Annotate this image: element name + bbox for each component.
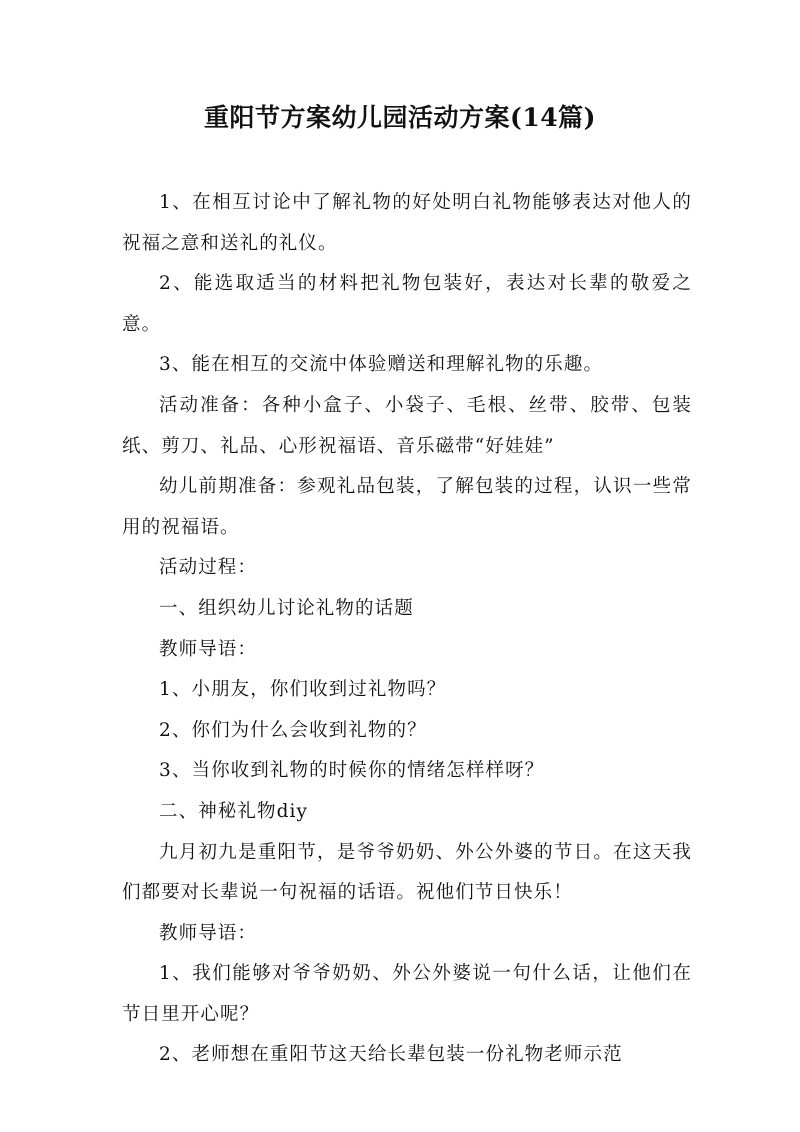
paragraph: 活动过程： [159, 557, 258, 579]
document-body [122, 183, 692, 1076]
document-title: 重阳节方案幼儿园活动方案(14篇) [204, 103, 596, 132]
paragraph: 3、能在相互的交流中体验赠送和理解礼物的乐趣。 [159, 354, 604, 376]
list-item: 1、我们能够对爷爷奶奶、外公外婆说一句什么话，让他们在节日里开心呢？ [122, 963, 692, 1025]
list-item: 2、老师想在重阳节这天给长辈包装一份礼物老师示范 [159, 1044, 623, 1066]
paragraph: 教师导语： [159, 922, 258, 944]
list-item: 3、当你收到礼物的时候你的情绪怎样样呀？ [159, 760, 545, 782]
list-item: 1、小朋友，你们收到过礼物吗？ [159, 679, 447, 701]
paragraph: 九月初九是重阳节，是爷爷奶奶、外公外婆的节日。在这天我们都要对长辈说一句祝福的话语。祝他们节日快乐！ [122, 841, 692, 904]
section-heading: 二、神秘礼物diy [159, 800, 309, 822]
paragraph: 活动准备：各种小盒子、小袋子、毛根、丝带、胶带、包装纸、剪刀、礼品、心形祝福语、音乐磁带“好娃娃” [122, 394, 692, 457]
paragraph: 2、能选取适当的材料把礼物包装好，表达对长辈的敬爱之意。 [122, 273, 692, 335]
section-heading: 一、组织幼儿讨论礼物的话题 [159, 597, 414, 619]
paragraph: 1、在相互讨论中了解礼物的好处明白礼物能够表达对他人的祝福之意和送礼的礼仪。 [122, 192, 692, 254]
paragraph: 教师导语： [159, 638, 258, 660]
list-item: 2、你们为什么会收到礼物的？ [159, 719, 427, 741]
paragraph: 幼儿前期准备：参观礼品包装，了解包装的过程，认识一些常用的祝福语。 [122, 476, 692, 538]
